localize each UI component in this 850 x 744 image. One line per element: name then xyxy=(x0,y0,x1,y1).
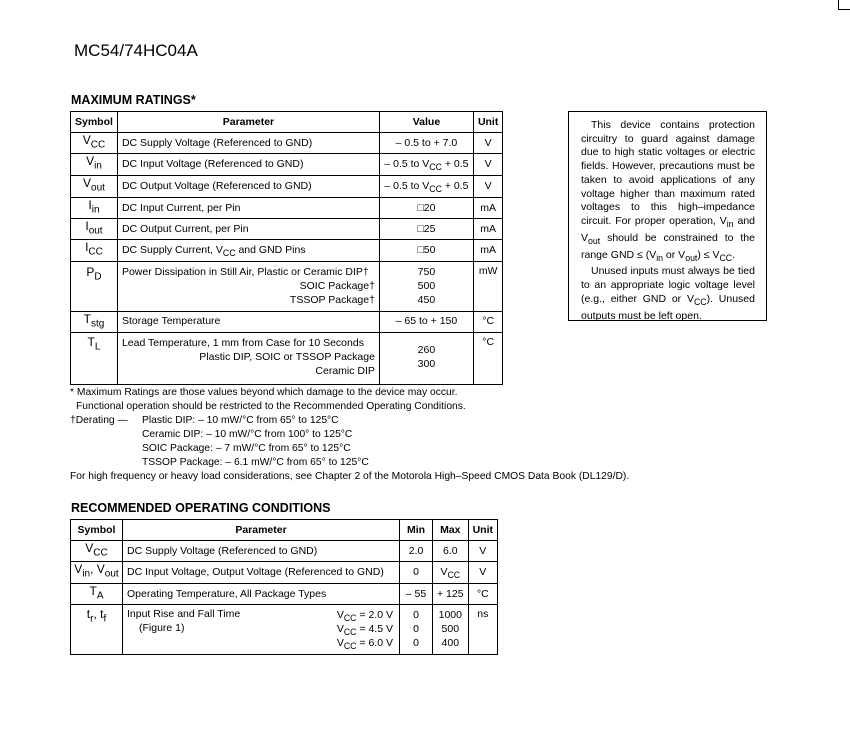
value-cell: □50 xyxy=(379,240,473,262)
col-parameter: Parameter xyxy=(123,520,400,541)
derating-line: TSSOP Package: – 6.1 mW/°C from 65° to 125°C xyxy=(142,457,369,468)
col-value: Value xyxy=(379,112,473,133)
col-min: Min xyxy=(400,520,433,541)
value-cell: – 65 to + 150 xyxy=(379,312,473,333)
unit-cell: mW xyxy=(473,262,502,312)
table-row xyxy=(71,333,503,385)
symbol-cell: $V_{in}$ xyxy=(71,154,118,176)
footnotes xyxy=(70,386,770,484)
parameter-cell: DC Output Voltage (Referenced to GND) xyxy=(117,176,379,198)
max-cell: 6.0 xyxy=(433,541,469,562)
table-row xyxy=(71,312,503,333)
max-cell: $V_{CC}$ xyxy=(433,562,469,584)
symbol-cell: $I_{in}$ xyxy=(71,198,118,219)
table-row xyxy=(71,176,503,198)
roc-table xyxy=(70,519,498,655)
col-symbol: Symbol xyxy=(71,520,123,541)
unit-cell: V xyxy=(468,562,497,584)
table-row xyxy=(71,133,503,154)
plus-minus-box-icon: □ xyxy=(417,223,424,235)
parameter-cell: DC Input Voltage (Referenced to GND) xyxy=(117,154,379,176)
derating-line: SOIC Package: – 7 mW/°C from 65° to 125°C xyxy=(142,443,351,454)
unit-cell: V xyxy=(473,176,502,198)
table-row xyxy=(71,262,503,312)
parameter-cell: Power Dissipation in Still Air, Plastic or Ceramic DIP† SOIC Package† TSSOP Package† xyxy=(117,262,379,312)
table-header-row xyxy=(71,112,503,133)
col-max: Max xyxy=(433,520,469,541)
symbol-cell: $P_D$ xyxy=(71,262,118,312)
symbol-cell: $I_{CC}$ xyxy=(71,240,118,262)
min-cell: – 55 xyxy=(400,584,433,605)
max-cell: 1000 500 400 xyxy=(433,605,469,655)
value-cell: □25 xyxy=(379,219,473,240)
footnote: Functional operation should be restricted to the Recommended Operating Conditions. xyxy=(76,401,466,412)
symbol-cell: $V_{CC}$ xyxy=(71,541,123,562)
table-row xyxy=(71,198,503,219)
symbol-cell: $I_{out}$ xyxy=(71,219,118,240)
derating-line: Ceramic DIP: – 10 mW/°C from 100° to 125°C xyxy=(142,429,353,440)
max-ratings-title: MAXIMUM RATINGS* xyxy=(71,93,196,107)
col-symbol: Symbol xyxy=(71,112,118,133)
roc-title: RECOMMENDED OPERATING CONDITIONS xyxy=(71,501,331,515)
parameter-cell: DC Input Voltage, Output Voltage (Referenced to GND) xyxy=(123,562,400,584)
col-parameter: Parameter xyxy=(117,112,379,133)
symbol-cell: $T_A$ xyxy=(71,584,123,605)
unit-cell: V xyxy=(473,154,502,176)
note-paragraph: Unused inputs must always be tied to an appropriate logic voltage level (e.g., either GND or $V_{CC}$). Unused outputs must be left open. xyxy=(581,265,755,322)
symbol-cell: $T_{stg}$ xyxy=(71,312,118,333)
parameter-cell: DC Input Current, per Pin xyxy=(117,198,379,219)
table-row xyxy=(71,605,498,655)
value-cell: 260 300 xyxy=(379,333,473,385)
table-row xyxy=(71,154,503,176)
unit-cell: mA xyxy=(473,240,502,262)
parameter-cell: DC Supply Voltage (Referenced to GND) xyxy=(117,133,379,154)
value-cell: □20 xyxy=(379,198,473,219)
symbol-cell: $t_r$, $t_f$ xyxy=(71,605,123,655)
table-row xyxy=(71,219,503,240)
value-cell: – 0.5 to $V_{CC} + 0.5$ xyxy=(379,154,473,176)
unit-cell: mA xyxy=(473,198,502,219)
plus-minus-box-icon: □ xyxy=(417,244,424,256)
col-unit: Unit xyxy=(468,520,497,541)
parameter-cell: Operating Temperature, All Package Types xyxy=(123,584,400,605)
footnote: * Maximum Ratings are those values beyond which damage to the device may occur. xyxy=(70,387,458,398)
table-row xyxy=(71,541,498,562)
value-cell: – 0.5 to + 7.0 xyxy=(379,133,473,154)
unit-cell: ns xyxy=(468,605,497,655)
parameter-cell: DC Supply Voltage (Referenced to GND) xyxy=(123,541,400,562)
min-cell: 0 0 0 xyxy=(400,605,433,655)
value-cell: – 0.5 to $V_{CC} + 0.5$ xyxy=(379,176,473,198)
unit-cell: °C xyxy=(468,584,497,605)
plus-minus-box-icon: □ xyxy=(417,202,424,214)
document-title: MC54/74HC04A xyxy=(74,41,198,60)
parameter-cell: Input Rise and Fall Time (Figure 1) $V_{CC} = 2.0$ V $V_{CC} = 4.5$ V $V_{CC} = 6.0$ V xyxy=(123,605,400,655)
min-cell: 2.0 xyxy=(400,541,433,562)
table-row xyxy=(71,240,503,262)
parameter-cell: DC Supply Current, $V_{CC}$ and GND Pins xyxy=(117,240,379,262)
unit-cell: mA xyxy=(473,219,502,240)
parameter-cell: DC Output Current, per Pin xyxy=(117,219,379,240)
max-ratings-table xyxy=(70,111,503,385)
col-unit: Unit xyxy=(473,112,502,133)
unit-cell: V xyxy=(473,133,502,154)
symbol-cell: $V_{in}$, $V_{out}$ xyxy=(71,562,123,584)
unit-cell: V xyxy=(468,541,497,562)
unit-cell: °C xyxy=(473,333,502,385)
page-corner-mark xyxy=(838,0,850,10)
table-row xyxy=(71,562,498,584)
footnote: For high frequency or heavy load considerations, see Chapter 2 of the Motorola High–Speed CMOS Data Book (DL129/D). xyxy=(70,471,630,482)
table-row xyxy=(71,584,498,605)
protection-note-text xyxy=(581,119,755,323)
symbol-cell: $T_L$ xyxy=(71,333,118,385)
min-cell: 0 xyxy=(400,562,433,584)
table-header-row xyxy=(71,520,498,541)
note-paragraph: This device contains protection circuitry to guard against damage due to high static voltages or electric fields. However, precautions must be taken to avoid applications of any voltage higher than maximum rated voltages to this high–impedance circuit. For proper operation, $V_{in}$ and $V_{out}$ should be constrained to the range GND ≤ ($V_{in}$ or $V_{out}) \le V_{CC}$. xyxy=(581,119,756,263)
max-cell: + 125 xyxy=(433,584,469,605)
parameter-cell: Lead Temperature, 1 mm from Case for 10 Seconds Plastic DIP, SOIC or TSSOP Package Ceramic DIP xyxy=(117,333,379,385)
vcc-conditions: $V_{CC} = 2.0$ V $V_{CC} = 4.5$ V $V_{CC} = 6.0$ V xyxy=(336,609,393,652)
symbol-cell: $V_{out}$ xyxy=(71,176,118,198)
unit-cell: °C xyxy=(473,312,502,333)
value-cell: 750 500 450 xyxy=(379,262,473,312)
derating-line: †Derating — Plastic DIP: – 10 mW/°C from 65° to 125°C xyxy=(70,415,339,426)
symbol-cell: $V_{CC}$ xyxy=(71,133,118,154)
parameter-cell: Storage Temperature xyxy=(117,312,379,333)
